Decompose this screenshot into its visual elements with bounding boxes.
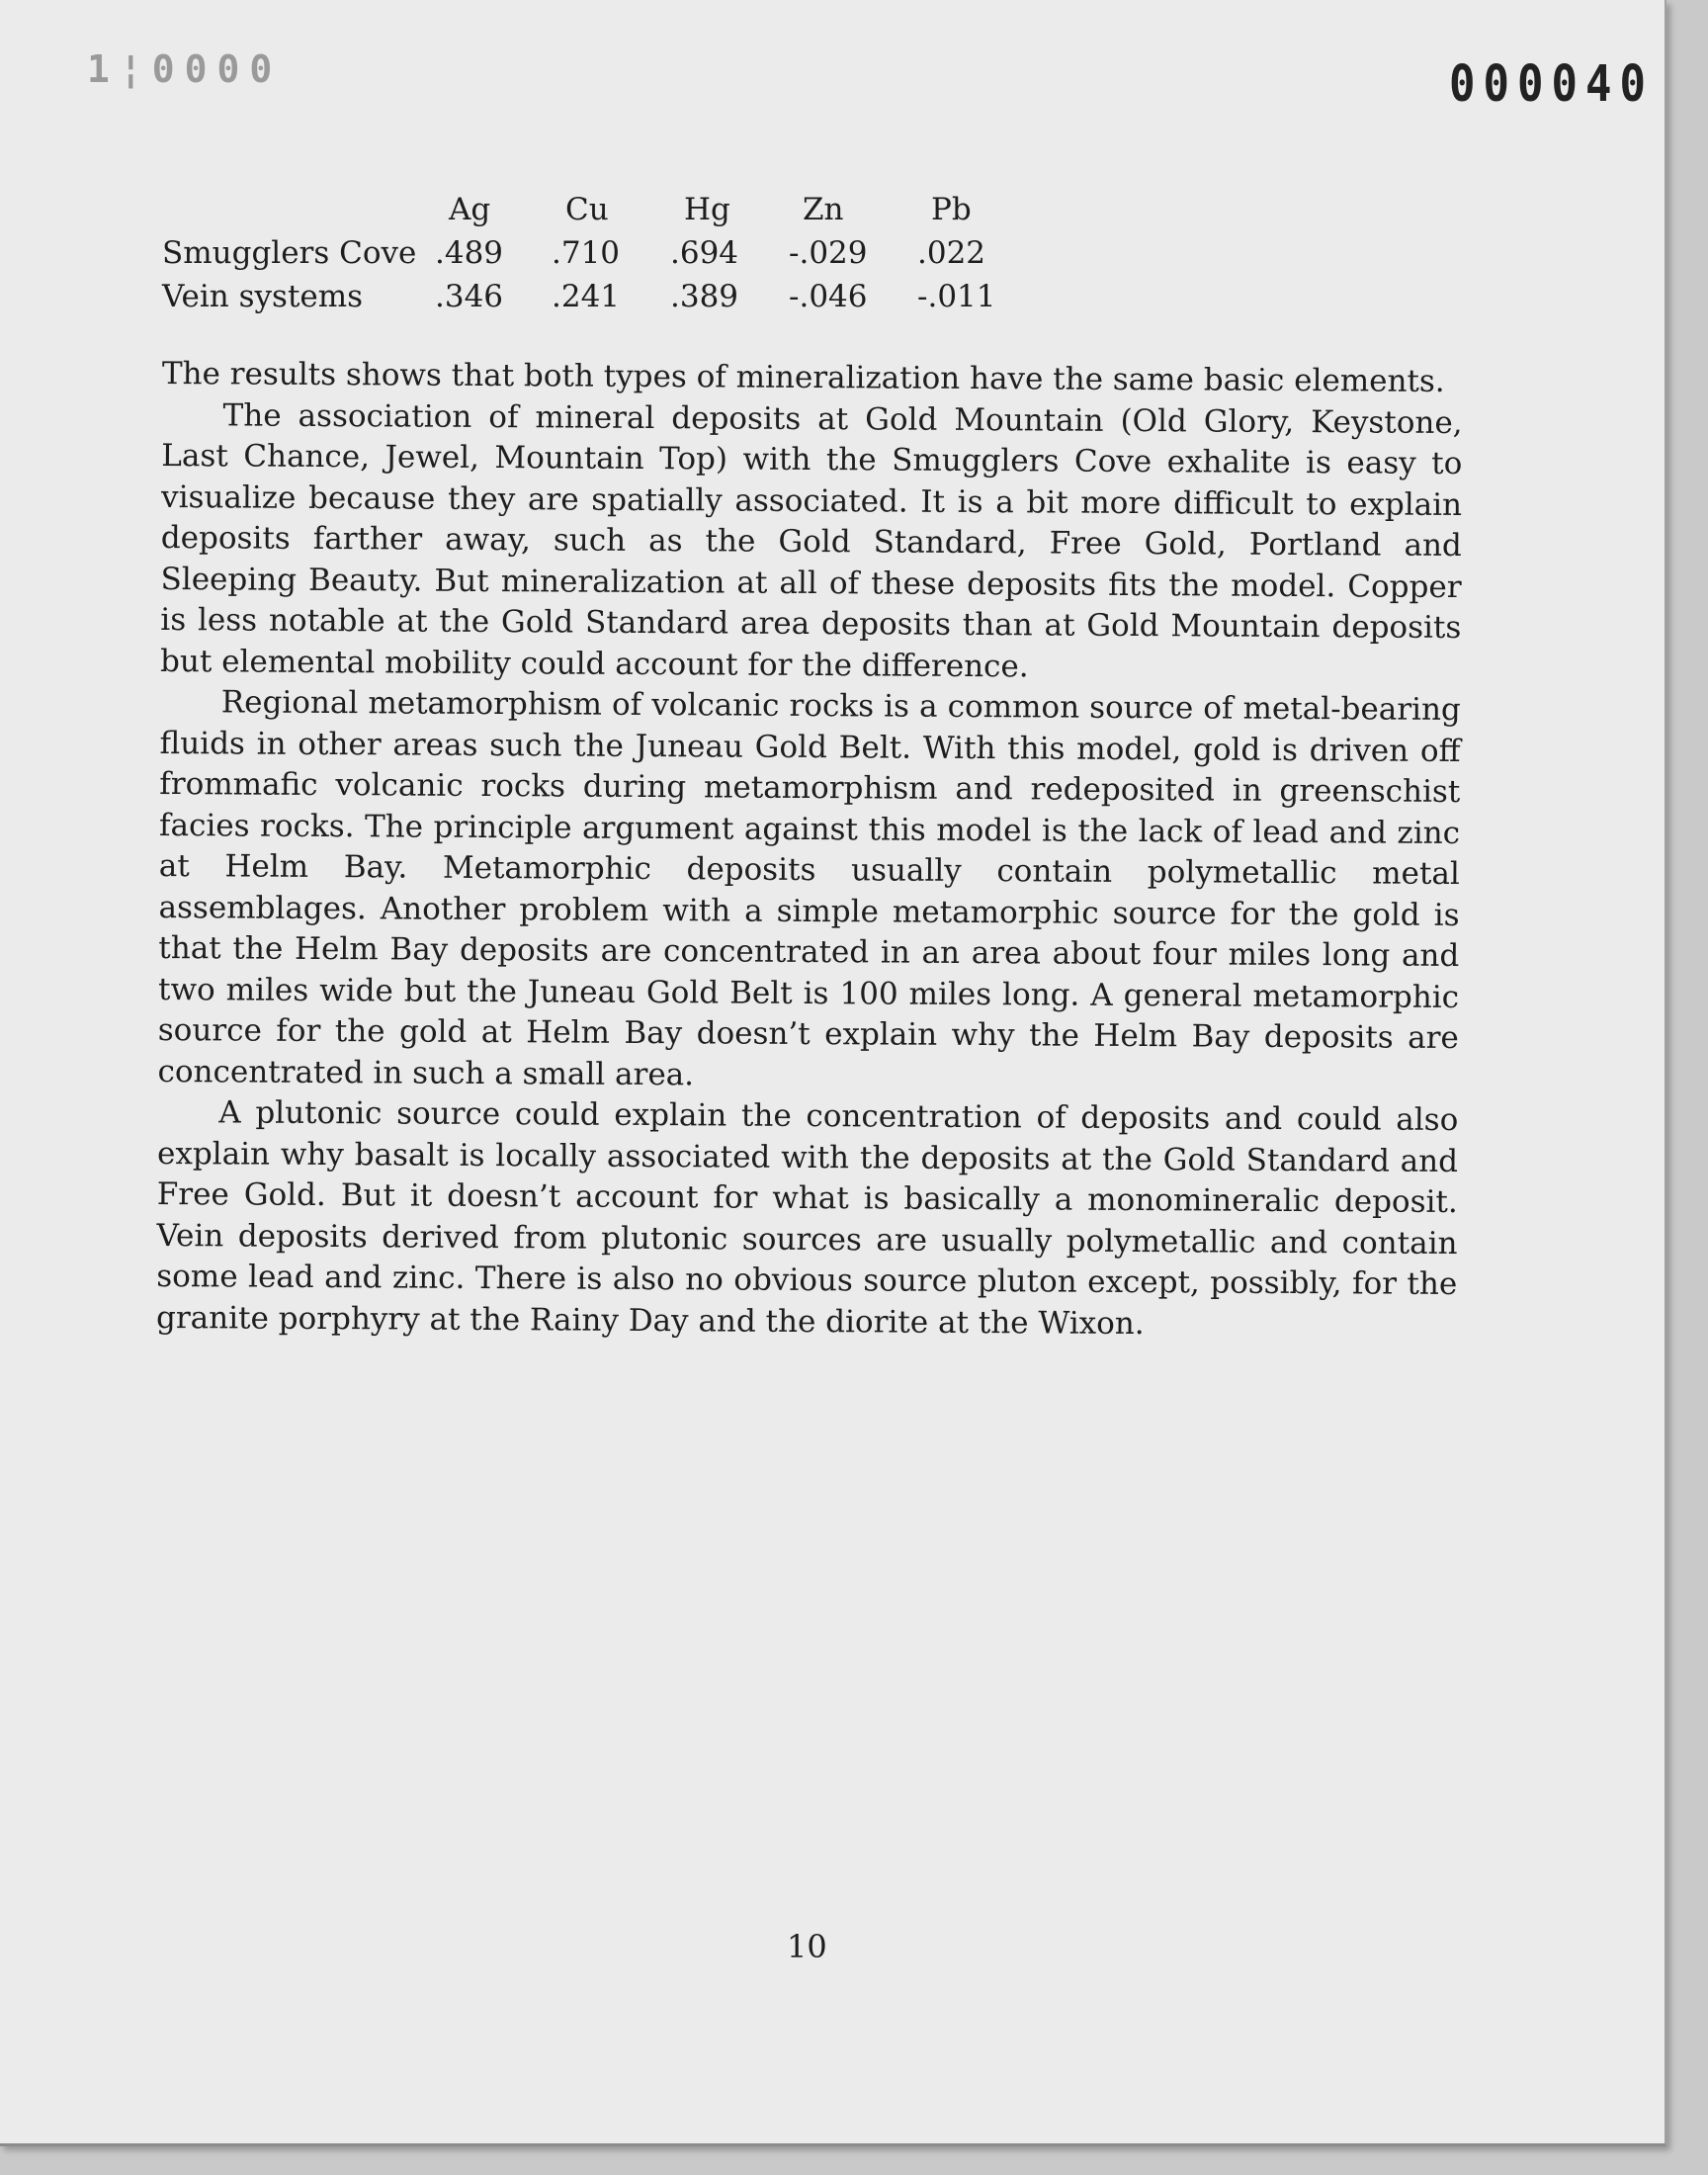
table-row (162, 275, 1010, 318)
table-cell: .346 (435, 279, 504, 314)
table-cell: -.011 (917, 279, 996, 314)
table-header-row (162, 188, 1010, 231)
table-header-cell: Hg (684, 192, 730, 227)
table-cell: .389 (670, 279, 739, 314)
document-stamp-number: 000040 (1449, 55, 1654, 114)
table-cell: .022 (917, 235, 986, 271)
table-header-cell: Cu (565, 192, 609, 227)
document-stamp-left: 1¦0000 (87, 47, 283, 91)
paragraph-plutonic-source: A plutonic source could explain the concentration of deposits and could also explain why basalt is locally associated with the deposits at the Gold Standard and Free Gold. But it doesn’t account for what is basically a monomineralic deposit. Vein deposits derived from plutonic sources are usually polymetallic and contain some lead and zinc. There is also no obvious source pluton except, possibly, for the granite porphyry at the Rainy Day and the diorite at the Wixon. (155, 1094, 1459, 1342)
table-cell: .710 (552, 235, 621, 271)
paragraph-gold-mountain: The association of mineral deposits at Gold Mountain (Old Glory, Keystone, Last Chance, Jewel, Mountain Top) with the Smugglers Cove exhalite is easy to visualize because they are spatially associated. It is a bit more difficult to explain deposits farther away, such as the Gold Standard, Free Gold, Portland and Sleeping Beauty. But mineralization at all of these deposits fits the model. Copper is less notable at the Gold Standard area deposits than at Gold Mountain deposits but elemental mobility could account for the difference. (159, 396, 1463, 684)
table-cell: -.046 (789, 279, 868, 314)
table-cell: .489 (435, 235, 504, 271)
table-cell: -.029 (789, 235, 868, 271)
paragraph-results: The results shows that both types of mineralization have the same basic elements. (161, 355, 1445, 399)
table-cell: .694 (670, 235, 739, 271)
table-row-label: Vein systems (162, 279, 364, 314)
table-row (162, 231, 1010, 275)
table-header-cell: Zn (803, 192, 844, 227)
page-number: 10 (787, 1928, 827, 1965)
paragraph-metamorphism: Regional metamorphism of volcanic rocks is a common source of metal-bearing fluids in other areas such the Juneau Gold Belt. With this model, gold is driven off frommafic volcanic rocks during metamorphism and redeposited in greenschist facies rocks. The principle argument against this model is the lack of lead and zinc at Helm Bay. Metamorphic deposits usually contain polymetallic metal assemblages. Another problem with a simple metamorphic source for the gold is that the Helm Bay deposits are concentrated in an area about four miles long and two miles wide but the Juneau Gold Belt is 100 miles long. A general metamorphic source for the gold at Helm Bay doesn’t explain why the Helm Bay deposits are concentrated in such a small area. (157, 684, 1461, 1092)
table-cell: .241 (552, 279, 621, 314)
correlation-table (162, 188, 1010, 318)
table-row-label: Smugglers Cove (162, 235, 417, 271)
body-text (156, 354, 1463, 1347)
table-header-cell: Pb (931, 192, 972, 227)
table-header-cell: Ag (449, 192, 491, 227)
table-corner-cell (162, 188, 435, 231)
